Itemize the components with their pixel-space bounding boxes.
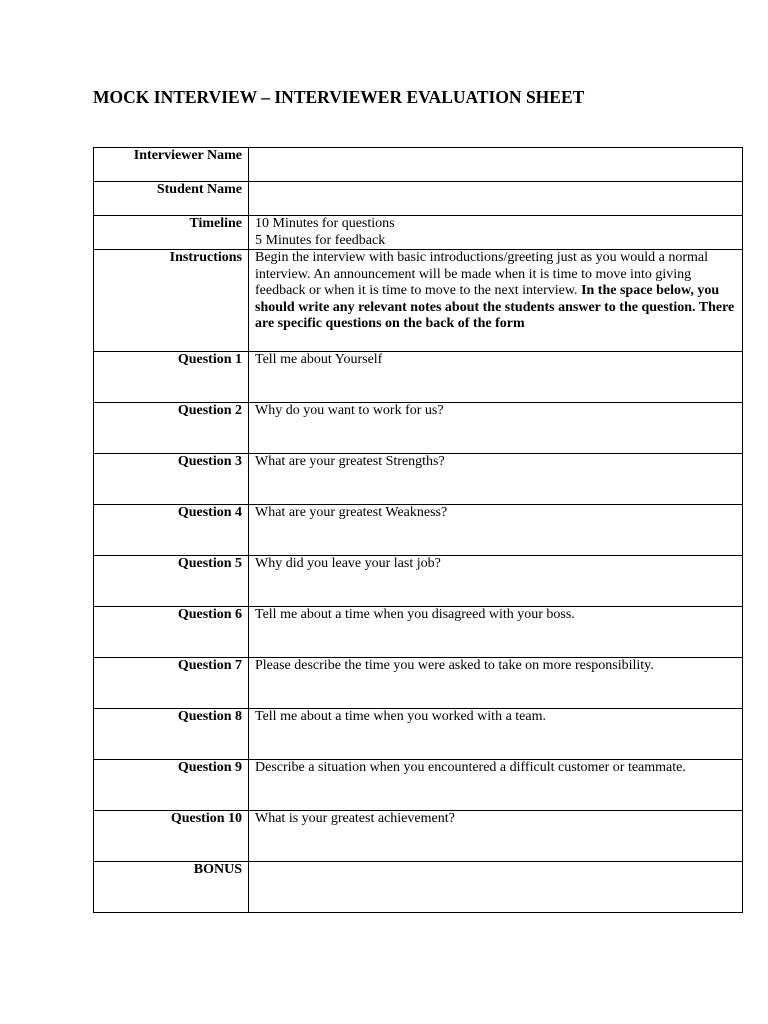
question-row-10 xyxy=(94,811,743,862)
question-label: Question 1 xyxy=(94,352,249,403)
question-text[interactable]: Tell me about Yourself xyxy=(249,352,743,403)
question-label: Question 10 xyxy=(94,811,249,862)
timeline-questions: 10 Minutes for questions xyxy=(255,216,395,231)
bonus-label: BONUS xyxy=(94,862,249,913)
instructions-bold-text: In the space below, you should write any relevant notes about the students answer to the question. There are specific questions on the back of the form xyxy=(255,283,735,331)
question-text[interactable]: Why do you want to work for us? xyxy=(249,403,743,454)
timeline-label: Timeline xyxy=(94,216,249,250)
question-row-3 xyxy=(94,454,743,505)
question-text[interactable]: Tell me about a time when you disagreed with your boss. xyxy=(249,607,743,658)
question-text[interactable]: Why did you leave your last job? xyxy=(249,556,743,607)
question-row-7 xyxy=(94,658,743,709)
question-row-9 xyxy=(94,760,743,811)
evaluation-table xyxy=(93,147,743,913)
bonus-field[interactable] xyxy=(249,862,743,913)
question-text[interactable]: Describe a situation when you encountered a difficult customer or teammate. xyxy=(249,760,743,811)
question-label: Question 2 xyxy=(94,403,249,454)
instructions-value xyxy=(249,250,743,352)
bonus-row xyxy=(94,862,743,913)
question-text[interactable]: What are your greatest Strengths? xyxy=(249,454,743,505)
question-text[interactable]: Please describe the time you were asked to take on more responsibility. xyxy=(249,658,743,709)
timeline-row xyxy=(94,216,743,250)
student-name-row xyxy=(94,182,743,216)
question-text[interactable]: What is your greatest achievement? xyxy=(249,811,743,862)
question-row-5 xyxy=(94,556,743,607)
question-label: Question 4 xyxy=(94,505,249,556)
question-row-4 xyxy=(94,505,743,556)
timeline-feedback: 5 Minutes for feedback xyxy=(255,232,386,248)
student-name-field[interactable] xyxy=(249,182,743,216)
question-label: Question 5 xyxy=(94,556,249,607)
timeline-value xyxy=(249,216,743,250)
interviewer-name-row xyxy=(94,148,743,182)
interviewer-name-field[interactable] xyxy=(249,148,743,182)
question-label: Question 6 xyxy=(94,607,249,658)
student-name-label: Student Name xyxy=(94,182,249,216)
question-text[interactable]: Tell me about a time when you worked with a team. xyxy=(249,709,743,760)
interviewer-name-label: Interviewer Name xyxy=(94,148,249,182)
page-title: MOCK INTERVIEW – INTERVIEWER EVALUATION SHEET xyxy=(93,87,585,107)
question-label: Question 7 xyxy=(94,658,249,709)
question-label: Question 8 xyxy=(94,709,249,760)
instructions-label: Instructions xyxy=(94,250,249,352)
question-label: Question 9 xyxy=(94,760,249,811)
question-label: Question 3 xyxy=(94,454,249,505)
question-row-8 xyxy=(94,709,743,760)
instructions-text: Begin the interview with basic introductions/greeting just as you would a normal interview. An announcement will be made when it is time to move into giving feedback or when it is time to move to the next interview. xyxy=(255,250,708,298)
instructions-row xyxy=(94,250,743,352)
question-row-2 xyxy=(94,403,743,454)
question-text[interactable]: What are your greatest Weakness? xyxy=(249,505,743,556)
question-row-1 xyxy=(94,352,743,403)
question-row-6 xyxy=(94,607,743,658)
